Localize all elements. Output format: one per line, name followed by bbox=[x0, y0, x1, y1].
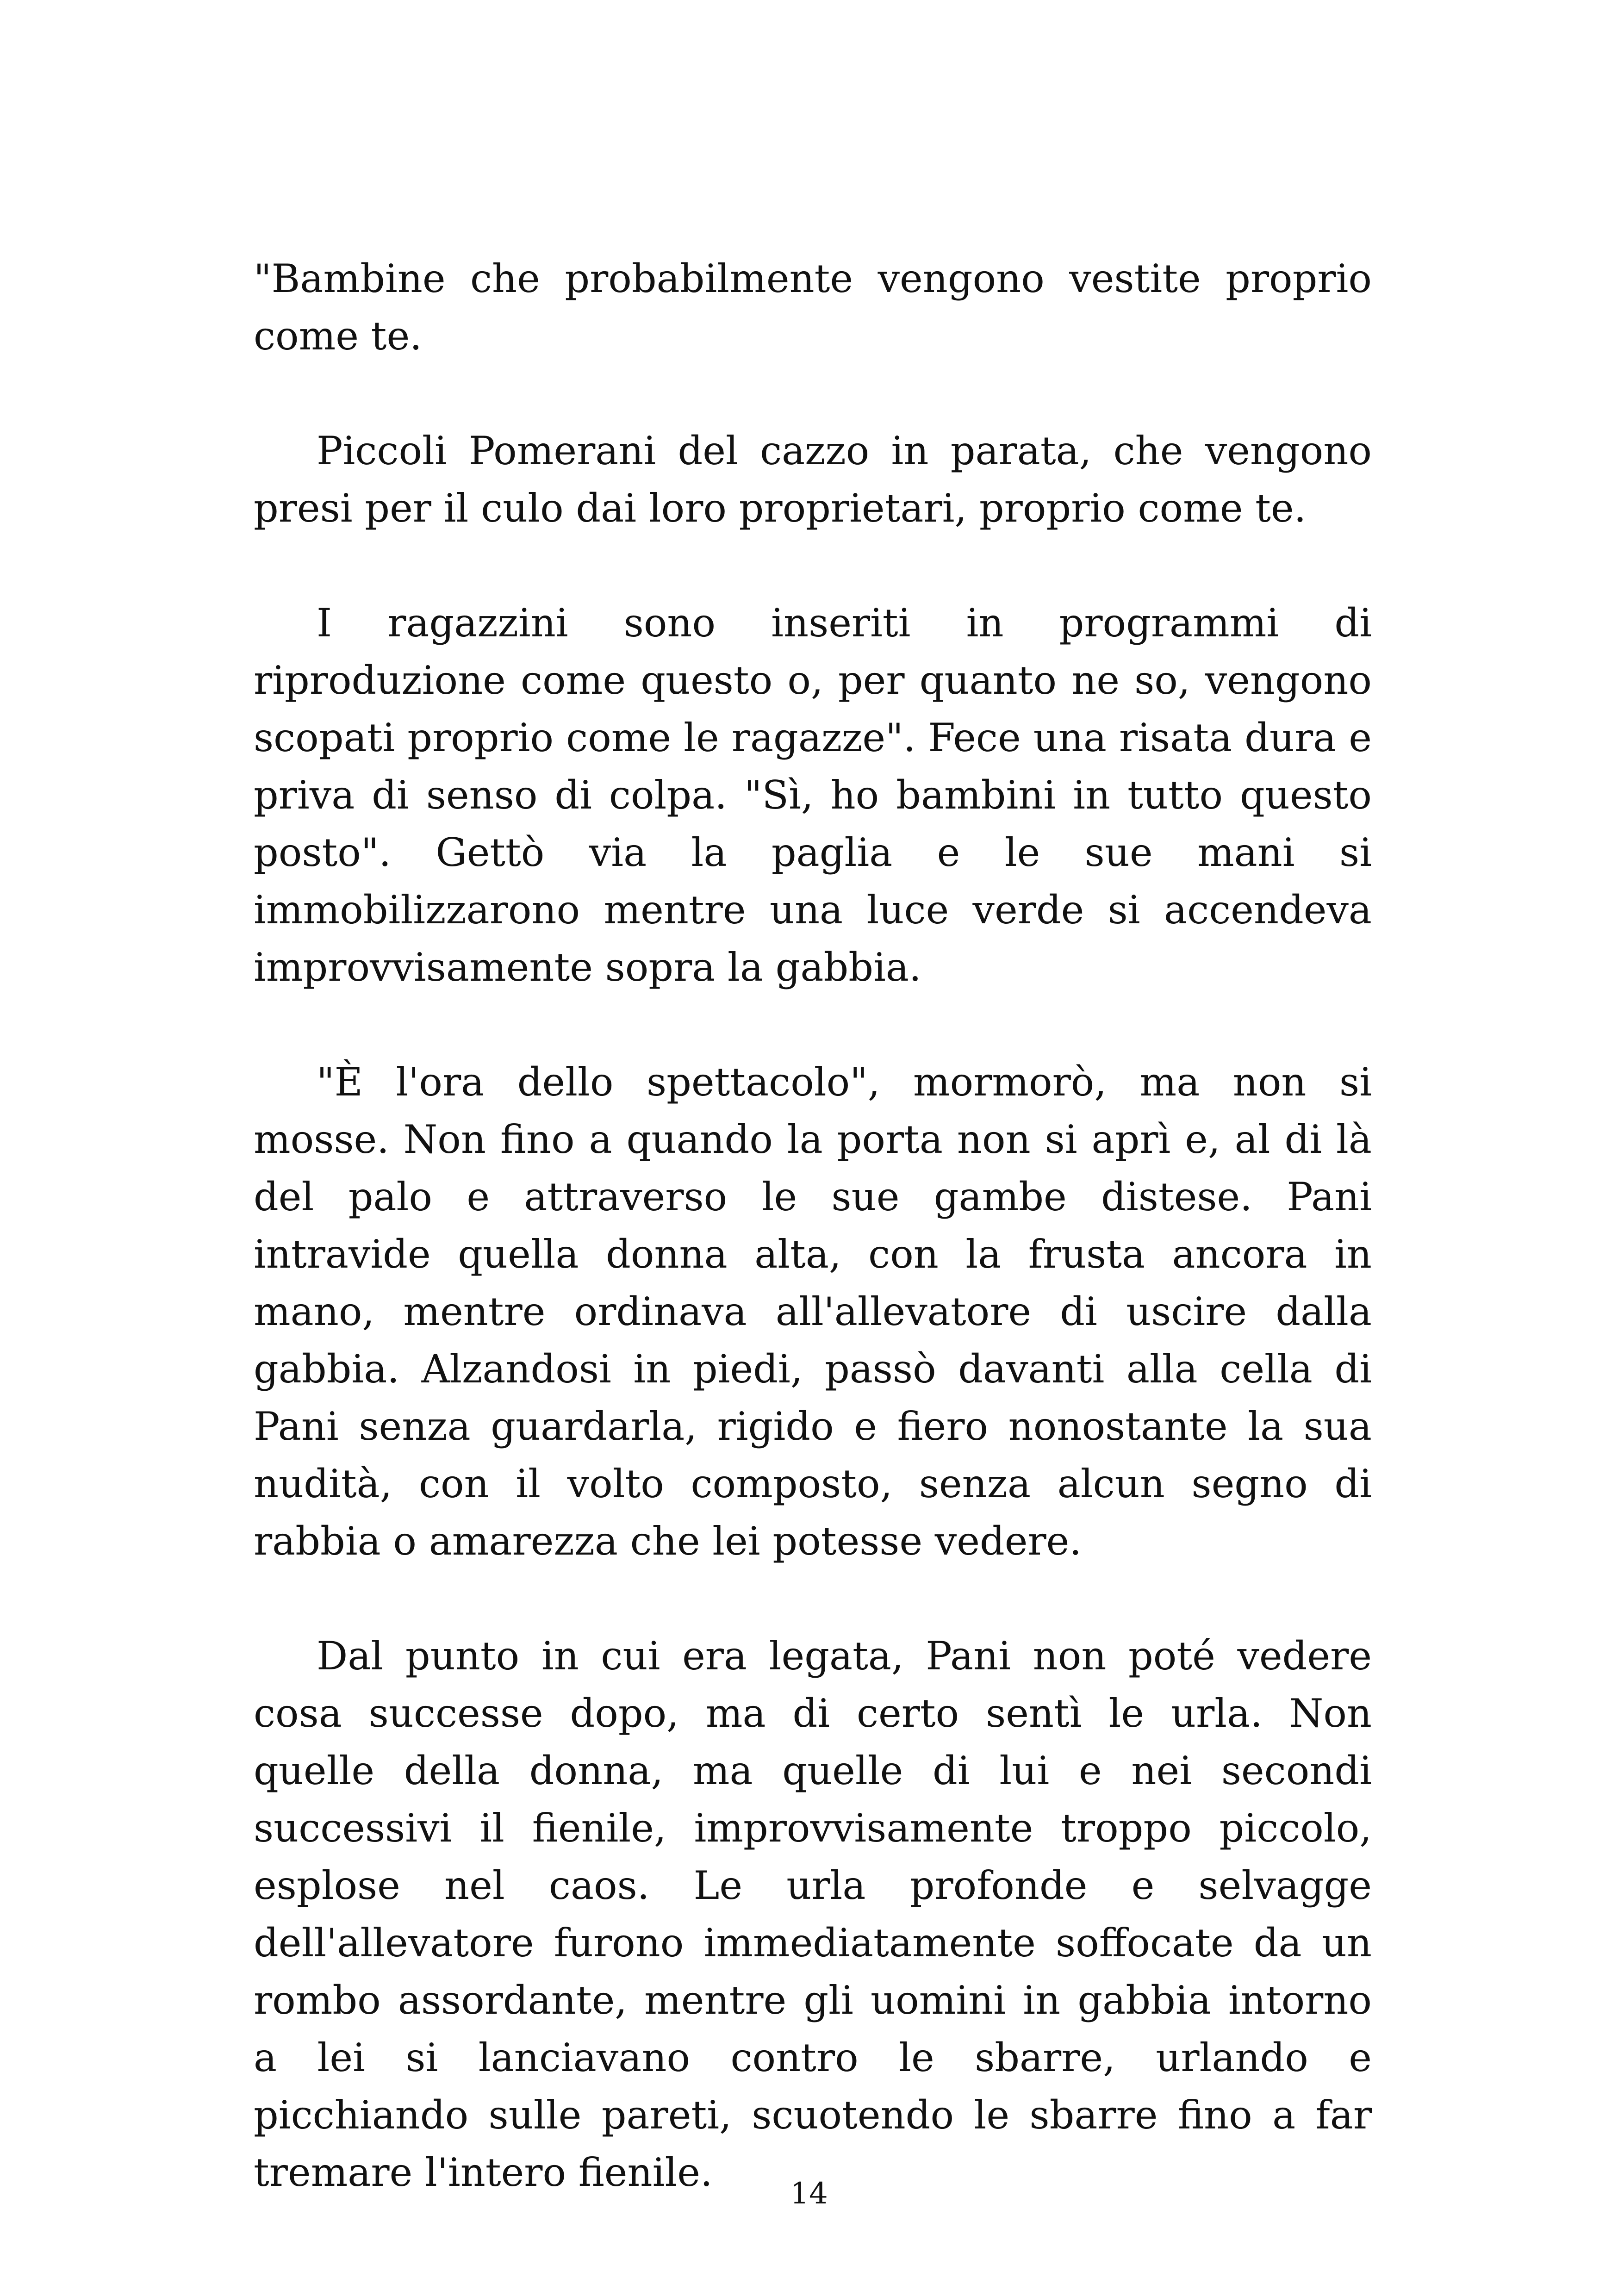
paragraph-1: "Bambine che probabilmente vengono vestite proprio come te. bbox=[254, 256, 1372, 359]
paragraph-2: Piccoli Pomerani del cazzo in parata, che vengono presi per il culo dai loro proprietari, proprio come te. bbox=[254, 428, 1372, 531]
page-number: 14 bbox=[790, 2177, 828, 2211]
paragraph-5: Dal punto in cui era legata, Pani non poté vedere cosa successe dopo, ma di certo sentì le urla. Non quelle della donna, ma quelle di lui e nei secondi successivi il fienile, improvvisamente troppo piccolo, esplose nel caos. Le urla profonde e selvagge dell'allevatore furono immediatamente soffocate da un rombo assordante, mentre gli uomini in gabbia intorno a lei si lanciavano contro le sbarre, urlando e picchiando sulle pareti, scuotendo le sbarre fino a far tremare l'intero fienile. bbox=[254, 1633, 1372, 2195]
paragraph-3: I ragazzini sono inseriti in programmi di riproduzione come questo o, per quanto ne so, vengono scopati proprio come le ragazze". Fece una risata dura e priva di senso di colpa. "Sì, ho bambini in tutto questo posto". Gettò via la paglia e le sue mani si immobilizzarono mentre una luce verde si accendeva improvvisamente sopra la gabbia. bbox=[254, 600, 1372, 990]
body-text bbox=[254, 250, 1372, 2259]
paragraph-4: "È l'ora dello spettacolo", mormorò, ma non si mosse. Non fino a quando la porta non si aprì e, al di là del palo e attraverso le sue gambe distese. Pani intravide quella donna alta, con la frusta ancora in mano, mentre ordinava all'allevatore di uscire dalla gabbia. Alzandosi in piedi, passò davanti alla cella di Pani senza guardarla, rigido e fiero nonostante la sua nudità, con il volto composto, senza alcun segno di rabbia o amarezza che lei potesse vedere. bbox=[254, 1059, 1372, 1564]
